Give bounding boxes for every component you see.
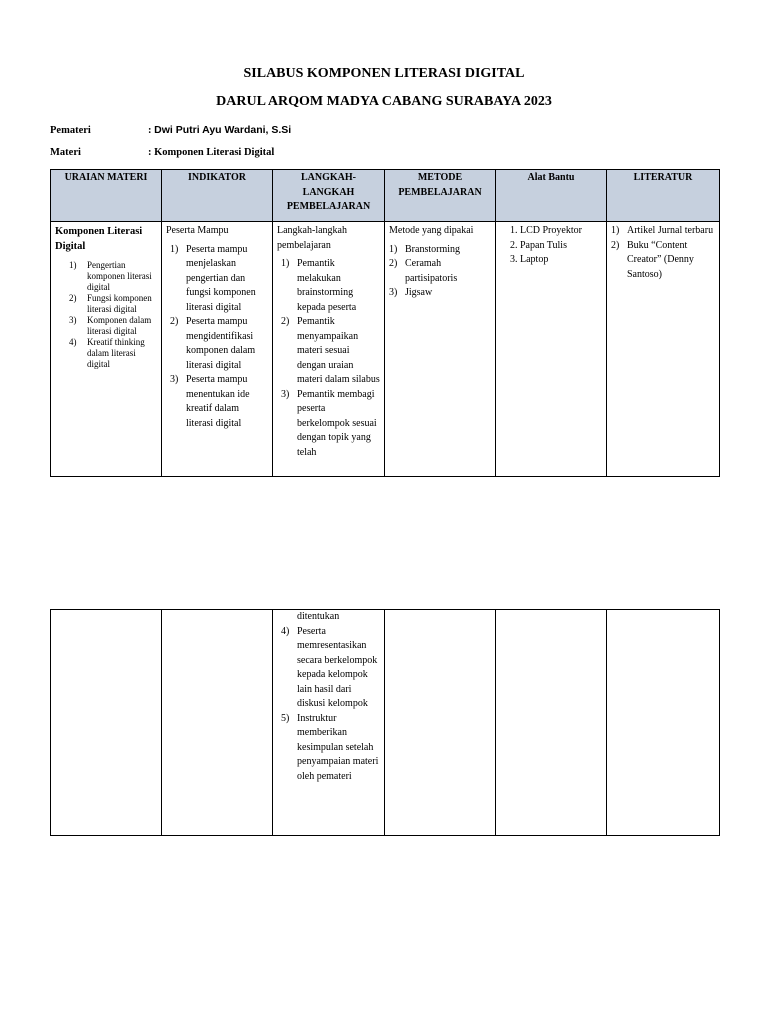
syllabus-table <box>50 169 720 477</box>
uraian-list <box>55 260 157 370</box>
header-uraian-materi: URAIAN MATERI <box>51 170 162 222</box>
list-item: 4) Kreatif thinking dalam literasi digital <box>69 337 145 369</box>
cell-literatur-cont <box>607 610 720 836</box>
literatur-list <box>611 224 715 282</box>
list-item: 2) Ceramah partisipatoris <box>389 258 458 284</box>
list-item: 3) Komponen dalam literasi digital <box>69 315 152 336</box>
list-item: 2) Buku “Content Creator” (Denny Santoso) <box>611 239 694 280</box>
table-row <box>51 610 720 836</box>
indikator-intro: Peserta Mampu <box>166 225 229 236</box>
langkah-continued-text: ditentukan <box>297 611 340 622</box>
header-langkah-pembelajaran: LANGKAH-LANGKAH PEMBELAJARAN <box>273 170 385 222</box>
header-indikator: INDIKATOR <box>162 170 273 222</box>
langkah-list <box>277 257 380 460</box>
pemateri-label: Pemateri <box>50 125 91 136</box>
list-item: 2) Pemantik menyampaikan materi sesuai dengan uraian materi dalam silabus <box>281 316 380 385</box>
list-item: 3) Pemantik membagi peserta berkelompok sesuai dengan topik yang telah <box>281 388 377 458</box>
cell-uraian-materi-cont <box>51 610 162 836</box>
document-title: SILABUS KOMPONEN LITERASI DIGITAL <box>243 66 525 81</box>
list-item: 1) Pemantik melakukan brainstorming kepada peserta <box>281 258 357 313</box>
list-item: 2) Fungsi komponen literasi digital <box>69 293 152 314</box>
list-item: 4) Peserta memresentasikan secara berkelompok kepada kelompok lain hasil dari diskusi kelompok <box>281 625 378 709</box>
list-item: 2) Peserta mampu mengidentifikasi komponen dalam literasi digital <box>170 316 256 371</box>
alat-list <box>500 224 602 268</box>
cell-alat-bantu-cont <box>496 610 607 836</box>
cell-metode-cont <box>385 610 496 836</box>
header-literatur: LITERATUR <box>607 170 720 222</box>
metode-list <box>389 243 491 301</box>
document-subtitle: DARUL ARQOM MADYA CABANG SURABAYA 2023 <box>216 94 552 109</box>
materi-label: Materi <box>50 147 81 158</box>
cell-langkah-cont <box>273 610 385 836</box>
header-metode-pembelajaran: METODE PEMBELAJARAN <box>385 170 496 222</box>
pemateri-separator: : <box>148 125 152 136</box>
list-item: 1) Pengertian komponen literasi digital <box>69 260 152 292</box>
cell-literatur <box>607 222 720 477</box>
uraian-heading: Komponen Literasi Digital <box>55 226 143 252</box>
list-item: 3) Jigsaw <box>389 287 433 298</box>
cell-indikator-cont <box>162 610 273 836</box>
materi-separator: : <box>148 147 152 158</box>
table-row <box>51 222 720 477</box>
cell-alat-bantu <box>496 222 607 477</box>
langkah-intro: Langkah-langkah pembelajaran <box>277 225 347 251</box>
list-item: 1. LCD Proyektor <box>510 225 582 236</box>
pemateri-row <box>50 124 291 136</box>
list-item: 1) Branstorming <box>389 243 460 255</box>
indikator-list <box>166 243 268 432</box>
langkah-list-continued <box>277 625 380 785</box>
list-item: 5) Instruktur memberikan kesimpulan setelah penyampaian materi oleh pemateri <box>281 712 379 782</box>
cell-uraian-materi <box>51 222 162 477</box>
cell-metode <box>385 222 496 477</box>
materi-row <box>50 147 274 158</box>
list-item: 2. Papan Tulis <box>510 239 567 251</box>
materi-value: Komponen Literasi Digital <box>154 147 275 158</box>
list-item: 1) Artikel Jurnal terbaru <box>611 225 714 236</box>
list-item: 3. Laptop <box>510 254 549 265</box>
cell-langkah <box>273 222 385 477</box>
metode-intro: Metode yang dipakai <box>389 225 474 236</box>
syllabus-table-continued <box>50 609 720 836</box>
header-alat-bantu: Alat Bantu <box>496 170 607 222</box>
cell-indikator <box>162 222 273 477</box>
list-item: 3) Peserta mampu menentukan ide kreatif dalam literasi digital <box>170 374 250 429</box>
list-item: 1) Peserta mampu menjelaskan pengertian dan fungsi komponen literasi digital <box>170 243 256 313</box>
pemateri-value: Dwi Putri Ayu Wardani, S.Si <box>154 124 292 136</box>
table-header-row <box>51 170 720 222</box>
